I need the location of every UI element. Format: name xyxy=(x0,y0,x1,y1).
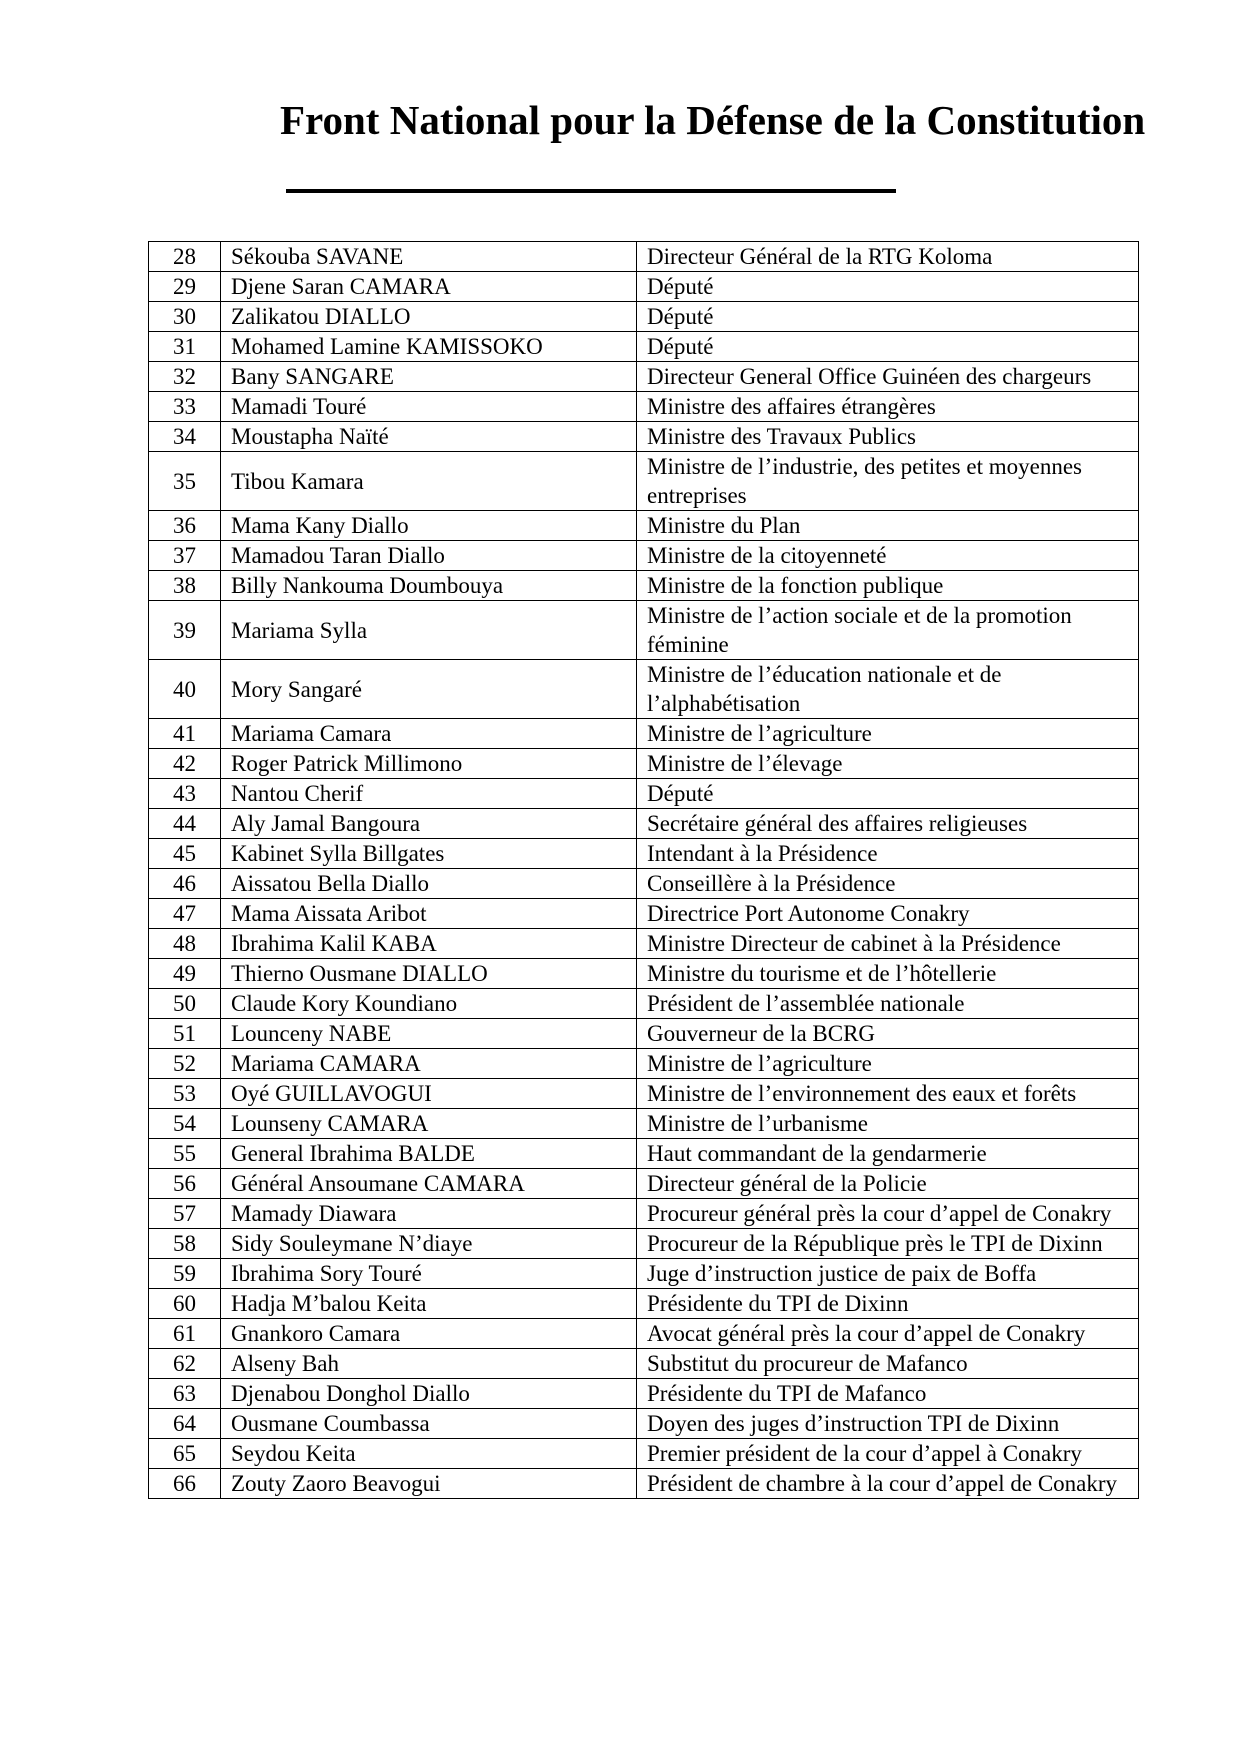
role-title-cell: Avocat général près la cour d’appel de Conakry xyxy=(637,1319,1139,1349)
row-number-cell: 34 xyxy=(149,422,221,452)
role-title-cell: Procureur général près la cour d’appel de Conakry xyxy=(637,1199,1139,1229)
row-number-cell: 59 xyxy=(149,1259,221,1289)
table-row xyxy=(149,929,1139,959)
person-name-cell: Billy Nankouma Doumbouya xyxy=(221,571,637,601)
role-title-cell: Ministre de l’éducation nationale et de l’alphabétisation xyxy=(637,660,1139,719)
row-number-cell: 60 xyxy=(149,1289,221,1319)
row-number-cell: 39 xyxy=(149,601,221,660)
table-row xyxy=(149,989,1139,1019)
table-row xyxy=(149,392,1139,422)
person-name-cell: Mariama CAMARA xyxy=(221,1049,637,1079)
row-number-cell: 64 xyxy=(149,1409,221,1439)
row-number-cell: 42 xyxy=(149,749,221,779)
person-name-cell: Mama Kany Diallo xyxy=(221,511,637,541)
table-row xyxy=(149,1109,1139,1139)
table-row xyxy=(149,362,1139,392)
person-name-cell: Aissatou Bella Diallo xyxy=(221,869,637,899)
row-number-cell: 44 xyxy=(149,809,221,839)
person-name-cell: Bany SANGARE xyxy=(221,362,637,392)
row-number-cell: 47 xyxy=(149,899,221,929)
role-title-cell: Président de l’assemblée nationale xyxy=(637,989,1139,1019)
role-title-cell: Ministre de l’urbanisme xyxy=(637,1109,1139,1139)
role-title-cell: Directrice Port Autonome Conakry xyxy=(637,899,1139,929)
row-number-cell: 65 xyxy=(149,1439,221,1469)
table-row xyxy=(149,511,1139,541)
role-title-cell: Ministre Directeur de cabinet à la Présidence xyxy=(637,929,1139,959)
person-name-cell: General Ibrahima BALDE xyxy=(221,1139,637,1169)
table-row xyxy=(149,1079,1139,1109)
row-number-cell: 56 xyxy=(149,1169,221,1199)
role-title-cell: Ministre du Plan xyxy=(637,511,1139,541)
role-title-cell: Secrétaire général des affaires religieuses xyxy=(637,809,1139,839)
table-row xyxy=(149,332,1139,362)
row-number-cell: 45 xyxy=(149,839,221,869)
person-name-cell: Ibrahima Kalil KABA xyxy=(221,929,637,959)
person-name-cell: Mamadi Touré xyxy=(221,392,637,422)
role-title-cell: Député xyxy=(637,332,1139,362)
row-number-cell: 49 xyxy=(149,959,221,989)
person-name-cell: Mory Sangaré xyxy=(221,660,637,719)
person-name-cell: Moustapha Naïté xyxy=(221,422,637,452)
row-number-cell: 57 xyxy=(149,1199,221,1229)
row-number-cell: 30 xyxy=(149,302,221,332)
person-name-cell: Seydou Keita xyxy=(221,1439,637,1469)
table-row xyxy=(149,1229,1139,1259)
person-name-cell: Djenabou Donghol Diallo xyxy=(221,1379,637,1409)
row-number-cell: 29 xyxy=(149,272,221,302)
roster-table-body xyxy=(149,242,1139,1499)
role-title-cell: Gouverneur de la BCRG xyxy=(637,1019,1139,1049)
row-number-cell: 63 xyxy=(149,1379,221,1409)
table-row xyxy=(149,809,1139,839)
row-number-cell: 50 xyxy=(149,989,221,1019)
row-number-cell: 52 xyxy=(149,1049,221,1079)
role-title-cell: Directeur général de la Policie xyxy=(637,1169,1139,1199)
role-title-cell: Conseillère à la Présidence xyxy=(637,869,1139,899)
role-title-cell: Ministre de l’agriculture xyxy=(637,719,1139,749)
role-title-cell: Présidente du TPI de Mafanco xyxy=(637,1379,1139,1409)
table-row xyxy=(149,1049,1139,1079)
role-title-cell: Substitut du procureur de Mafanco xyxy=(637,1349,1139,1379)
role-title-cell: Député xyxy=(637,779,1139,809)
row-number-cell: 43 xyxy=(149,779,221,809)
table-row xyxy=(149,959,1139,989)
table-row xyxy=(149,719,1139,749)
table-row xyxy=(149,1349,1139,1379)
table-row xyxy=(149,452,1139,511)
table-row xyxy=(149,1139,1139,1169)
row-number-cell: 40 xyxy=(149,660,221,719)
table-row xyxy=(149,839,1139,869)
person-name-cell: Sékouba SAVANE xyxy=(221,242,637,272)
row-number-cell: 28 xyxy=(149,242,221,272)
table-row xyxy=(149,1469,1139,1499)
person-name-cell: Gnankoro Camara xyxy=(221,1319,637,1349)
role-title-cell: Député xyxy=(637,302,1139,332)
row-number-cell: 37 xyxy=(149,541,221,571)
person-name-cell: Mamady Diawara xyxy=(221,1199,637,1229)
table-row xyxy=(149,1319,1139,1349)
row-number-cell: 33 xyxy=(149,392,221,422)
person-name-cell: Mama Aissata Aribot xyxy=(221,899,637,929)
table-row xyxy=(149,422,1139,452)
table-row xyxy=(149,1199,1139,1229)
row-number-cell: 32 xyxy=(149,362,221,392)
person-name-cell: Claude Kory Koundiano xyxy=(221,989,637,1019)
table-row xyxy=(149,242,1139,272)
table-row xyxy=(149,1289,1139,1319)
table-row xyxy=(149,1019,1139,1049)
row-number-cell: 66 xyxy=(149,1469,221,1499)
person-name-cell: Kabinet Sylla Billgates xyxy=(221,839,637,869)
role-title-cell: Directeur General Office Guinéen des chargeurs xyxy=(637,362,1139,392)
person-name-cell: Général Ansoumane CAMARA xyxy=(221,1169,637,1199)
role-title-cell: Haut commandant de la gendarmerie xyxy=(637,1139,1139,1169)
row-number-cell: 62 xyxy=(149,1349,221,1379)
roster-table xyxy=(148,241,1139,1499)
role-title-cell: Ministre de l’élevage xyxy=(637,749,1139,779)
person-name-cell: Mamadou Taran Diallo xyxy=(221,541,637,571)
role-title-cell: Ministre de l’agriculture xyxy=(637,1049,1139,1079)
table-row xyxy=(149,779,1139,809)
row-number-cell: 55 xyxy=(149,1139,221,1169)
table-row xyxy=(149,571,1139,601)
person-name-cell: Nantou Cherif xyxy=(221,779,637,809)
person-name-cell: Oyé GUILLAVOGUI xyxy=(221,1079,637,1109)
page-title: Front National pour la Défense de la Constitution xyxy=(280,97,1146,143)
role-title-cell: Ministre des Travaux Publics xyxy=(637,422,1139,452)
person-name-cell: Lounseny CAMARA xyxy=(221,1109,637,1139)
role-title-cell: Député xyxy=(637,272,1139,302)
person-name-cell: Thierno Ousmane DIALLO xyxy=(221,959,637,989)
role-title-cell: Ministre des affaires étrangères xyxy=(637,392,1139,422)
person-name-cell: Mariama Sylla xyxy=(221,601,637,660)
row-number-cell: 38 xyxy=(149,571,221,601)
role-title-cell: Directeur Général de la RTG Koloma xyxy=(637,242,1139,272)
table-row xyxy=(149,302,1139,332)
table-row xyxy=(149,1169,1139,1199)
person-name-cell: Zalikatou DIALLO xyxy=(221,302,637,332)
row-number-cell: 51 xyxy=(149,1019,221,1049)
title-underline xyxy=(286,189,896,193)
table-row xyxy=(149,272,1139,302)
role-title-cell: Procureur de la République près le TPI de Dixinn xyxy=(637,1229,1139,1259)
role-title-cell: Doyen des juges d’instruction TPI de Dixinn xyxy=(637,1409,1139,1439)
person-name-cell: Mariama Camara xyxy=(221,719,637,749)
person-name-cell: Mohamed Lamine KAMISSOKO xyxy=(221,332,637,362)
person-name-cell: Ibrahima Sory Touré xyxy=(221,1259,637,1289)
role-title-cell: Ministre de l’environnement des eaux et forêts xyxy=(637,1079,1139,1109)
table-row xyxy=(149,899,1139,929)
row-number-cell: 61 xyxy=(149,1319,221,1349)
role-title-cell: Intendant à la Présidence xyxy=(637,839,1139,869)
person-name-cell: Sidy Souleymane N’diaye xyxy=(221,1229,637,1259)
role-title-cell: Juge d’instruction justice de paix de Boffa xyxy=(637,1259,1139,1289)
row-number-cell: 35 xyxy=(149,452,221,511)
role-title-cell: Ministre de la fonction publique xyxy=(637,571,1139,601)
table-row xyxy=(149,1259,1139,1289)
role-title-cell: Ministre de l’industrie, des petites et moyennes entreprises xyxy=(637,452,1139,511)
person-name-cell: Alseny Bah xyxy=(221,1349,637,1379)
role-title-cell: Ministre du tourisme et de l’hôtellerie xyxy=(637,959,1139,989)
row-number-cell: 48 xyxy=(149,929,221,959)
row-number-cell: 36 xyxy=(149,511,221,541)
person-name-cell: Roger Patrick Millimono xyxy=(221,749,637,779)
table-row xyxy=(149,1379,1139,1409)
person-name-cell: Hadja M’balou Keita xyxy=(221,1289,637,1319)
row-number-cell: 58 xyxy=(149,1229,221,1259)
person-name-cell: Djene Saran CAMARA xyxy=(221,272,637,302)
person-name-cell: Ousmane Coumbassa xyxy=(221,1409,637,1439)
table-row xyxy=(149,869,1139,899)
row-number-cell: 31 xyxy=(149,332,221,362)
person-name-cell: Aly Jamal Bangoura xyxy=(221,809,637,839)
row-number-cell: 41 xyxy=(149,719,221,749)
role-title-cell: Présidente du TPI de Dixinn xyxy=(637,1289,1139,1319)
role-title-cell: Ministre de l’action sociale et de la promotion féminine xyxy=(637,601,1139,660)
person-name-cell: Tibou Kamara xyxy=(221,452,637,511)
person-name-cell: Zouty Zaoro Beavogui xyxy=(221,1469,637,1499)
role-title-cell: Premier président de la cour d’appel à Conakry xyxy=(637,1439,1139,1469)
person-name-cell: Lounceny NABE xyxy=(221,1019,637,1049)
row-number-cell: 54 xyxy=(149,1109,221,1139)
role-title-cell: Président de chambre à la cour d’appel de Conakry xyxy=(637,1469,1139,1499)
row-number-cell: 53 xyxy=(149,1079,221,1109)
table-row xyxy=(149,660,1139,719)
table-row xyxy=(149,1439,1139,1469)
table-row xyxy=(149,601,1139,660)
row-number-cell: 46 xyxy=(149,869,221,899)
table-row xyxy=(149,749,1139,779)
table-row xyxy=(149,541,1139,571)
table-row xyxy=(149,1409,1139,1439)
role-title-cell: Ministre de la citoyenneté xyxy=(637,541,1139,571)
